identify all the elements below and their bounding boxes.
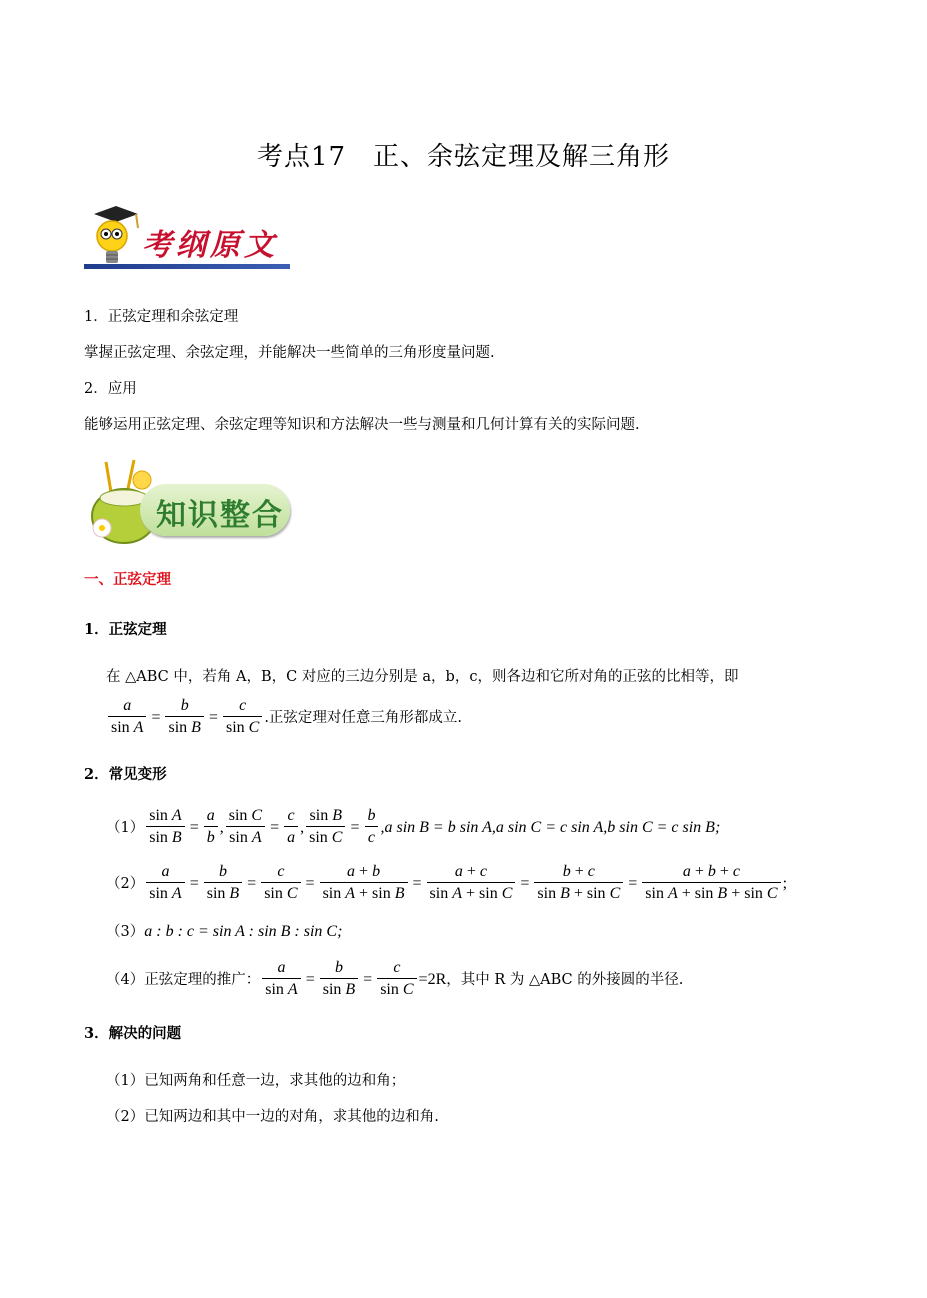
syllabus-item1-title: 1．正弦定理和余弦定理: [84, 309, 239, 325]
banner-underline: [84, 264, 290, 269]
variant-formula-4: （4） 正弦定理的推广： $\frac{a}{\text{sin A}}$ = $\frac{b}{\text{sin B}}$ = $\frac{c}{\text{sin C}}$ =2R ，其中 R 为 △ABC 的外接圆的半径.: [106, 958, 683, 1001]
subheading-sine-law: 1．正弦定理: [84, 621, 167, 638]
subheading-problems: 3．解决的问题: [84, 1025, 182, 1042]
variant-formula-3: [106, 922, 342, 942]
problem-1: （1）已知两角和任意一边，求其他的边和角；: [106, 1073, 406, 1089]
variant-2-label: （2）: [106, 875, 145, 892]
sine-law-statement: 在 △ABC 中，若角 A，B，C 对应的三边分别是 a，b，c，则各边和它所对角的正弦的比相等，即: [106, 669, 739, 685]
page-title: 考点17 正、余弦定理及解三角形: [256, 142, 671, 172]
variant-formula-2: （2） $\frac{a}{\text{sin A}}$ = $\frac{b}{\text{sin B}}$ = $\frac{c}{\text{sin C}}$ = $\frac{a + b}{\text{sin A + sin B}}$ = $\frac{a + c}{\text{sin A + sin C}}$ = $\frac{b + c}{\text{sin B + sin C}}$ = $\frac{a + b + c}{\text{sin A + sin B + sin C}}$ ;: [106, 862, 787, 905]
syllabus-item2-title: 2．应用: [84, 381, 137, 397]
variant-3-label: （3）: [106, 924, 145, 940]
problem-2: （2）已知两边和其中一边的对角，求其他的边和角.: [106, 1109, 439, 1125]
syllabus-item2-body: 能够运用正弦定理、余弦定理等知识和方法解决一些与测量和几何计算有关的实际问题.: [84, 417, 640, 433]
section-heading: 一、正弦定理: [84, 571, 171, 588]
variant-1-tail: ,a sin B = b sin A,a sin C = c sin A,b sin C = c sin B;: [380, 818, 721, 836]
subheading-variants: 2．常见变形: [84, 766, 167, 783]
syllabus-item1-body: 掌握正弦定理、余弦定理，并能解决一些简单的三角形度量问题.: [84, 345, 495, 361]
graduate-bulb-icon: [84, 200, 144, 270]
banner-syllabus-label: 考纲原文: [142, 228, 278, 263]
variant-formula-1: （1） $\frac{\text{sin A}}{\text{sin B}}$ = $\frac{a}{b}$ , $\frac{\text{sin C}}{\text{sin A}}$ = $\frac{c}{a}$ , $\frac{\text{sin B}}{\text{sin C}}$ = $\frac{b}{c}$ ,a sin B = b sin A,a sin C = c sin A,b sin C = c sin B;: [106, 806, 720, 849]
banner-knowledge-label: 知识整合: [156, 498, 284, 533]
variant-3-text: a : b : c = sin A : sin B : sin C;: [144, 923, 343, 940]
variant-4-eq: =2R: [418, 970, 447, 988]
banner-knowledge: [84, 458, 294, 546]
sine-law-formula: $\frac{a}{\text{sin A}}$ = $\frac{b}{\text{sin B}}$ = $\frac{c}{\text{sin C}}$ .正弦定理对任意三角形都成立.: [106, 696, 462, 739]
variant-4-tail: ，其中 R 为 △ABC 的外接圆的半径.: [446, 971, 684, 988]
variant-4-label: （4）: [106, 971, 145, 988]
banner-syllabus: [84, 200, 294, 272]
variant-1-label: （1）: [106, 819, 145, 836]
variant-4-prefix: 正弦定理的推广：: [144, 971, 261, 988]
sine-law-tail: .正弦定理对任意三角形都成立.: [264, 709, 463, 726]
